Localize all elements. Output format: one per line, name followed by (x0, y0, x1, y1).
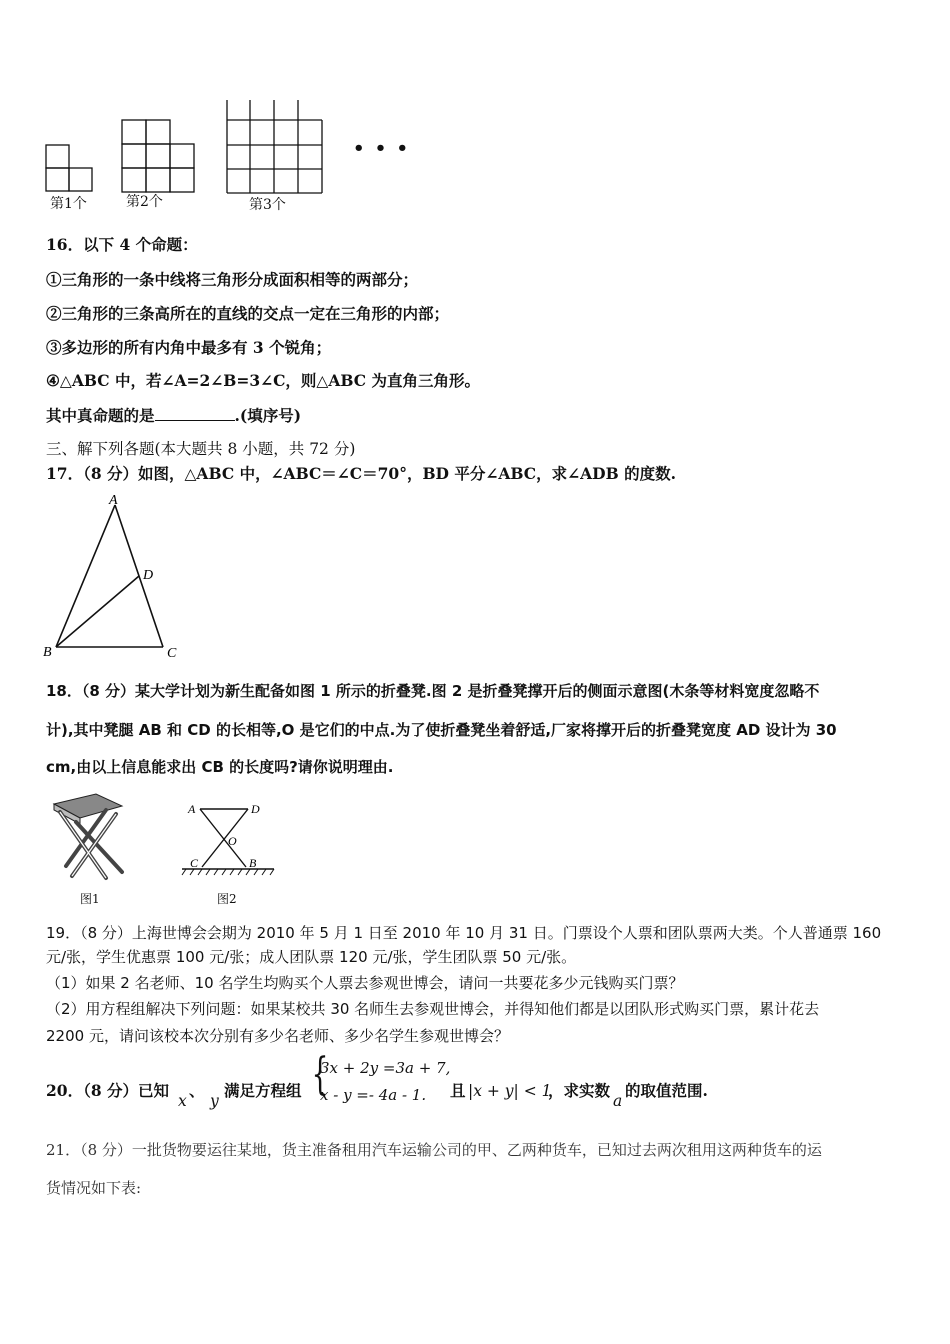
section-3-title: 三、解下列各题(本大题共 8 小题，共 72 分) (46, 440, 356, 458)
system-brace: { (311, 1049, 329, 1100)
q20-cond-prefix: 且 (450, 1081, 466, 1100)
q21-line-2: 货情况如下表: (46, 1179, 142, 1197)
q19-line-5: 2200 元，请问该校本次分别有多少名老师、多少名学生参观世博会？ (46, 1027, 509, 1045)
fig2-caption: 图2 (217, 892, 237, 906)
q17-text: 17．（8 分）如图，△ABC 中，∠ABC＝∠C＝70°，BD 平分∠ABC，求∠ADB 的度数. (46, 464, 676, 483)
label-b: B (43, 645, 52, 660)
folding-stool-figure (46, 792, 146, 902)
ellipsis-dots: • • • (353, 138, 411, 159)
q16-answer-prefix: 其中真命题的是 (46, 406, 155, 425)
q19-line-2: 元/张，学生优惠票 100 元/张；成人团队票 120 元/张，学生团队票 50 元/张。 (46, 948, 577, 966)
q16-answer-line (46, 404, 301, 427)
q20-var-x: x (178, 1092, 187, 1110)
q20-sep: 、 (189, 1081, 205, 1100)
q16-item-1: ①三角形的一条中线将三角形分成面积相等的两部分； (46, 270, 419, 289)
q19-line-3: （1）如果 2 名老师、10 名学生均购买个人票去参观世博会，请问一共要花多少元钱购买门票？ (46, 974, 684, 992)
equation-2: x - y =- 4a - 1. (320, 1086, 427, 1104)
q20-cond-suffix: ，求实数 (548, 1081, 611, 1100)
fig1-caption: 图1 (80, 892, 100, 906)
grid-figure-3 (227, 100, 322, 193)
q16-item-2: ②三角形的三条高所在的直线的交点一定在三角形的内部； (46, 304, 450, 323)
fig2-label-c: C (190, 856, 199, 870)
q16-item-3: ③多边形的所有内角中最多有 3 个锐角； (46, 338, 332, 357)
q20-prefix: 20．（8 分）已知 (46, 1081, 170, 1100)
q20-mid: 满足方程组 (224, 1081, 302, 1100)
q16-title: 16．以下 4 个命题： (46, 235, 198, 254)
grid-figure-2 (122, 120, 194, 192)
q19-line-4: （2）用方程组解决下列问题：如果某校共 30 名师生去参观世博会，并得知他们都是以团队形式购买门票，累计花去 (46, 1000, 820, 1018)
q20-suffix: 的取值范围. (625, 1081, 708, 1100)
grid-figure-1 (46, 145, 92, 191)
label-c: C (167, 646, 177, 661)
equation-1: 3x + 2y =3a + 7, (320, 1059, 451, 1077)
fig2-label-b: B (249, 856, 257, 870)
grid-caption-2: 第2个 (126, 194, 163, 210)
q18-line-3: cm,由以上信息能求出 CB 的长度吗?请你说明理由. (46, 758, 394, 776)
q16-answer-suffix: .(填序号) (234, 406, 302, 425)
fig2-label-o: O (228, 834, 237, 848)
q20-var-a: a (613, 1092, 623, 1110)
fig2-label-d: D (251, 802, 260, 816)
stool-side-diagram (178, 797, 278, 887)
q18-line-2: 计),其中凳腿 AB 和 CD 的长相等,O 是它们的中点.为了使折叠凳坐着舒适,厂家将撑开后的折叠凳宽度 AD 设计为 30 (46, 721, 837, 739)
q19-line-1: 19．（8 分）上海世博会会期为 2010 年 5 月 1 日至 2010 年 10 月 31 日。门票设个人票和团队票两大类。个人普通票 160 (46, 924, 882, 942)
fig2-label-a: A (188, 802, 196, 816)
q20-var-y: y (210, 1092, 219, 1110)
q21-line-1: 21．（8 分）一批货物要运往某地，货主准备租用汽车运输公司的甲、乙两种货车，已知过去两次租用这两种货车的运 (46, 1141, 822, 1159)
triangle-abc-figure (38, 490, 188, 665)
grid-caption-3: 第3个 (249, 197, 286, 213)
label-a: A (109, 493, 118, 508)
q16-item-4: ④△ABC 中，若∠A=2∠B=3∠C，则△ABC 为直角三角形。 (46, 371, 481, 390)
label-d: D (143, 568, 154, 583)
grid-caption-1: 第1个 (50, 196, 87, 212)
q16-answer-blank[interactable] (155, 404, 235, 421)
q20-condition: |x + y| < 1 (468, 1082, 552, 1100)
q18-line-1: 18．（8 分）某大学计划为新生配备如图 1 所示的折叠凳.图 2 是折叠凳撑开后的侧面示意图(木条等材料宽度忽略不 (46, 682, 820, 700)
